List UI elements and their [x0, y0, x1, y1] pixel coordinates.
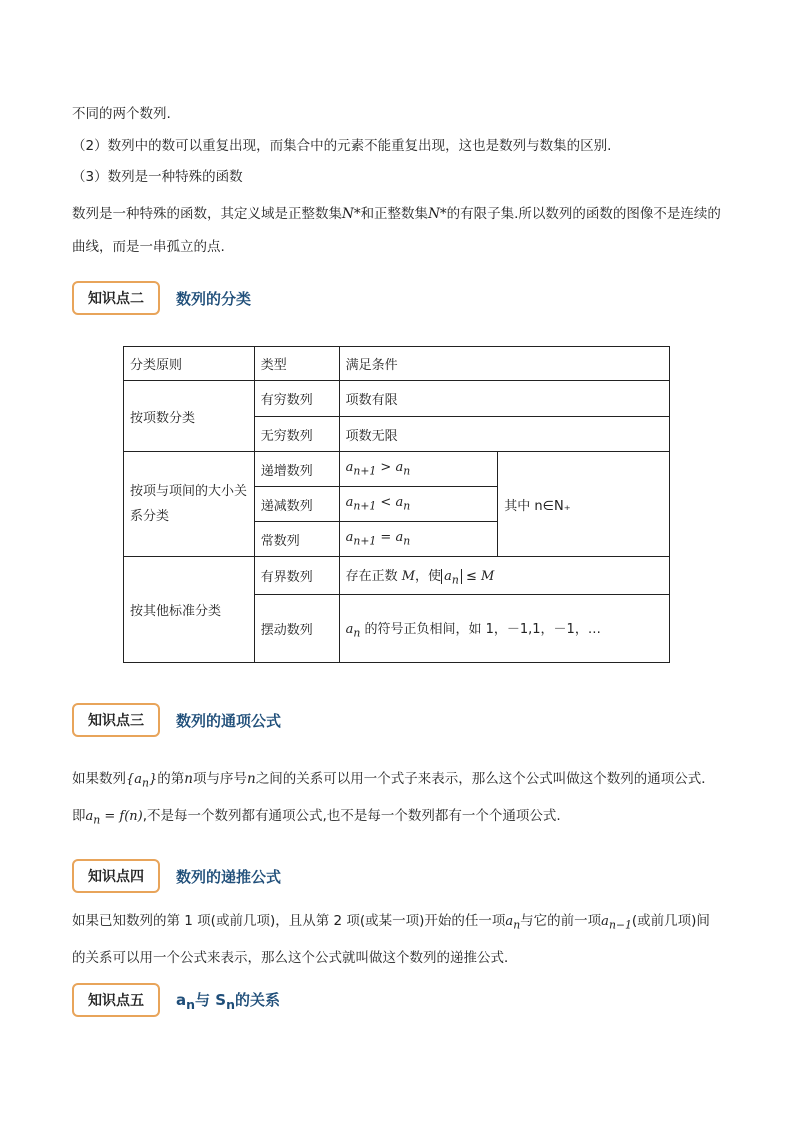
section-title-2: 数列的分类: [176, 289, 252, 308]
table-header: 满足条件: [339, 347, 669, 381]
table-cell: $a_{n+1} > a_n$: [339, 452, 498, 487]
classification-table: [123, 346, 670, 663]
intro-line-0: 不同的两个数列.: [72, 106, 171, 122]
table-cell: $a_n$ 的符号正负相间，如 1，－1,1，－1，…: [339, 595, 669, 663]
section-heading-3: [72, 703, 281, 737]
table-cell: 项数有限: [339, 381, 669, 417]
table-group-cell: 按项数分类: [124, 381, 255, 452]
section-label-5: 知识点五: [72, 983, 160, 1017]
table-cell: 递增数列: [254, 452, 339, 487]
section-label-4: 知识点四: [72, 859, 160, 893]
intro-line-2: （3）数列是一种特殊的函数: [72, 169, 243, 185]
table-cell: 常数列: [254, 522, 339, 557]
section3-paragraph: 如果数列$\{a_n\}$的第n项与序号n之间的关系可以用一个式子来表示，那么这个公式叫做这个数列的通项公式．即$a_n = f(n)$,不是每一个数列都有通项公式,也不是每一个数列都有一个个通项公式.: [72, 771, 715, 827]
section4-paragraph: 如果已知数列的第 1 项(或前几项)，且从第 2 项(或某一项)开始的任一项$a_n$与它的前一项$a_{n-1}$(或前几项)间的关系可以用一个公式来表示，那么这个公式就叫做这个数列的递推公式．: [72, 913, 710, 966]
section-title-5: $a_n$与 $S_n$的关系: [176, 990, 280, 1012]
intro-line-1: （2）数列中的数可以重复出现，而集合中的元素不能重复出现，这也是数列与数集的区别.: [72, 138, 612, 154]
table-group-cell: 按项与项间的大小关系分类: [124, 452, 255, 557]
section-title-4: 数列的递推公式: [176, 867, 282, 886]
section-heading-5: [72, 983, 280, 1017]
table-cell: 项数无限: [339, 417, 669, 452]
table-note-cell: 其中 n∈N₊: [498, 452, 670, 557]
table-cell: $a_{n+1} < a_n$: [339, 487, 498, 522]
table-cell: 有界数列: [254, 557, 339, 595]
section-heading-4: [72, 859, 281, 893]
table-cell: $a_{n+1} = a_n$: [339, 522, 498, 557]
section-heading-2: [72, 281, 251, 315]
table-cell: 有穷数列: [254, 381, 339, 417]
table-cell: 摆动数列: [254, 595, 339, 663]
section-label-2: 知识点二: [72, 281, 160, 315]
table-cell: 无穷数列: [254, 417, 339, 452]
intro-paragraph: 数列是一种特殊的函数，其定义域是正整数集N*和正整数集N*的有限子集.所以数列的函数的图像不是连续的曲线，而是一串孤立的点.: [72, 206, 721, 255]
section-title-3: 数列的通项公式: [176, 711, 282, 730]
table-header: 类型: [254, 347, 339, 381]
section-label-3: 知识点三: [72, 703, 160, 737]
table-cell: 存在正数 M，使 $a_n \le M$: [339, 557, 669, 595]
table-cell: 递减数列: [254, 487, 339, 522]
table-header: 分类原则: [124, 347, 255, 381]
table-group-cell: 按其他标准分类: [124, 557, 255, 663]
